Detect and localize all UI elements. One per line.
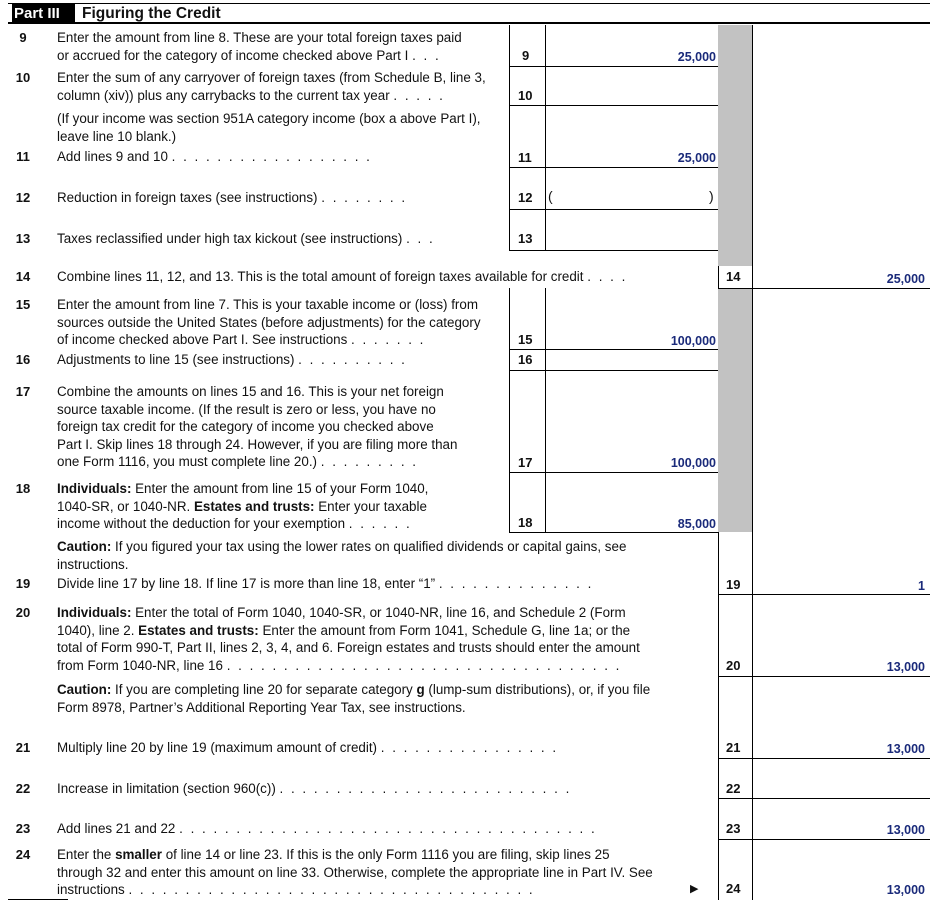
arrow-right-icon: ▶ xyxy=(690,883,699,895)
rule-right-22 xyxy=(718,798,930,799)
box-number: 15 xyxy=(518,332,533,347)
line-text: 1040), line 2. xyxy=(57,622,139,638)
leader-dots: . . . . . . . . . . . . . . . . . . . . . . . . . . . . . . . . . . . xyxy=(226,657,622,673)
line-number: 21 xyxy=(15,740,31,755)
leader-dots: . . . . . . . . . . xyxy=(298,352,407,367)
line-text: Part I. Skip lines 18 through 24. However, if you are filing more than xyxy=(57,436,458,452)
rule-right-14 xyxy=(718,288,930,289)
line-number: 13 xyxy=(15,231,31,246)
line-text: Enter the total of Form 1040, 1040-SR, or 1040-NR, line 16, and Schedule 2 (Form xyxy=(131,605,626,620)
line-24-amount[interactable]: 13,000 xyxy=(886,883,925,897)
rule-mid-17 xyxy=(509,472,718,473)
line-text: column (xiv)) plus any carrybacks to the current tax year xyxy=(57,87,390,103)
shaded-column-lower xyxy=(718,288,752,532)
bold-label: Estates and trusts: xyxy=(138,622,259,638)
line-text: instructions xyxy=(57,882,125,897)
rule-right-left-lower xyxy=(718,532,719,900)
note-text: (If your income was section 951A category income (box a above Part I), xyxy=(57,111,481,126)
line-18-amount[interactable]: 85,000 xyxy=(677,517,716,531)
line-23-text xyxy=(57,820,597,838)
box-number: 23 xyxy=(726,821,741,836)
line-17-text xyxy=(57,383,457,471)
line-9-amount[interactable]: 25,000 xyxy=(677,50,716,64)
line-text: Enter the xyxy=(57,847,116,862)
leader-dots: . . . . . . . xyxy=(351,332,426,347)
leader-dots: . . . . . . . . xyxy=(321,190,408,205)
caution-20 xyxy=(57,681,650,716)
line-number: 16 xyxy=(15,352,31,367)
line-number: 20 xyxy=(15,605,31,620)
line-text: Enter the amount from line 8. These are your total foreign taxes paid xyxy=(57,30,462,45)
line-text: Enter the amount from line 7. This is your taxable income or (loss) from xyxy=(57,297,478,312)
box-number: 16 xyxy=(518,352,533,367)
bold-label: Individuals: xyxy=(57,605,132,620)
caution-text: Form 8978, Partner’s Additional Reporting Year Tax, see instructions. xyxy=(57,699,466,715)
line-number: 14 xyxy=(15,269,31,284)
box-number: 9 xyxy=(522,48,530,63)
leader-dots: . . . . . . . . . . . . . . . . . . xyxy=(171,149,372,164)
line-text: Adjustments to line 15 (see instructions) xyxy=(57,352,295,367)
line-text: Enter the amount from Form 1041, Schedule G, line 1a; or the xyxy=(258,622,631,638)
line-20-amount[interactable]: 13,000 xyxy=(886,660,925,674)
line-15-text xyxy=(57,296,481,349)
rule-right-box xyxy=(752,25,753,900)
rule-right-left-14 xyxy=(718,266,719,288)
part-title: Figuring the Credit xyxy=(82,5,221,22)
line-14-amount[interactable]: 25,000 xyxy=(886,272,925,286)
caution-18 xyxy=(57,538,626,573)
line-12-text xyxy=(57,189,407,207)
line-text: Increase in limitation (section 960(c)) xyxy=(57,781,276,796)
rule-mid-16 xyxy=(509,370,718,371)
line-19-amount[interactable]: 1 xyxy=(918,579,925,593)
line-18-text xyxy=(57,480,428,533)
line-14-text xyxy=(57,268,627,286)
rule-mid-13 xyxy=(509,250,718,251)
rule-right-23 xyxy=(718,839,930,840)
line-text: Divide line 17 by line 18. If line 17 is more than line 18, enter “1” xyxy=(57,576,436,591)
caution-text: instructions. xyxy=(57,556,129,572)
leader-dots: . . . . . . . . . . . . . . . . . . . . . . . . . . xyxy=(279,781,572,796)
line-text: or accrued for the category of income checked above Part I xyxy=(57,47,409,63)
leader-dots: . . . . . . . . . . . . . . . . . . . . . . . . . . . . . . . . . . . . . xyxy=(179,821,597,836)
rule-right-21 xyxy=(718,758,930,759)
caution-text: If you are completing line 20 for separate category xyxy=(111,682,417,697)
rule-mid-left-b xyxy=(509,288,510,532)
line-text: Taxes reclassified under high tax kickout (see instructions) xyxy=(57,231,403,246)
line-21-amount[interactable]: 13,000 xyxy=(886,742,925,756)
bold-label: smaller xyxy=(115,847,162,862)
rule-mid-11 xyxy=(509,167,718,168)
box-number: 13 xyxy=(518,231,533,246)
line-text: Enter your taxable xyxy=(314,498,427,514)
rule-mid-18 xyxy=(509,532,718,533)
line-21-text xyxy=(57,739,558,757)
line-number: 18 xyxy=(15,481,31,496)
line-10-text xyxy=(57,69,486,104)
box-number: 12 xyxy=(518,190,533,205)
line-13-text xyxy=(57,230,435,248)
line-number: 19 xyxy=(15,576,31,591)
line-text: of line 14 or line 23. If this is the only Form 1116 you are filing, skip lines 25 xyxy=(161,847,610,862)
box-number: 21 xyxy=(726,740,741,755)
line-17-amount[interactable]: 100,000 xyxy=(670,456,716,470)
box-number: 11 xyxy=(518,150,532,165)
leader-dots: . . . . . . . . . . . . . . . . xyxy=(380,740,559,755)
leader-dots: . . . . . . . . . xyxy=(320,454,418,469)
paren-open: ( xyxy=(548,188,553,204)
rule-mid-9 xyxy=(509,66,718,67)
line-text: total of Form 990-T, Part II, lines 2, 3, 4, and 6. Foreign estates and trusts should enter the amount xyxy=(57,640,640,655)
line-11-text xyxy=(57,148,372,166)
line-text: Add lines 9 and 10 xyxy=(57,149,168,164)
caution-text: (lump-sum distributions), or, if you file xyxy=(424,682,651,697)
line-number: 12 xyxy=(15,190,31,205)
line-number: 22 xyxy=(15,781,31,796)
box-number: 24 xyxy=(726,881,741,896)
caution-label: Caution: xyxy=(57,682,112,697)
rule-right-19 xyxy=(718,594,930,595)
line-number: 23 xyxy=(15,821,31,836)
leader-dots: . . . . . xyxy=(393,87,445,103)
box-number: 18 xyxy=(518,515,533,530)
line-text: foreign tax credit for the category of income you checked above xyxy=(57,419,434,434)
bold-label: g xyxy=(416,682,425,697)
bold-label: Individuals: xyxy=(57,481,132,496)
rule-mid-left-a xyxy=(509,25,510,251)
line-text: source taxable income. (If the result is zero or less, you have no xyxy=(57,401,436,417)
line-text: Enter the amount from line 15 of your Form 1040, xyxy=(131,481,429,496)
line-23-amount[interactable]: 13,000 xyxy=(886,823,925,837)
caution-text: If you figured your tax using the lower rates on qualified dividends or capital gains, see xyxy=(111,539,627,554)
line-text: Multiply line 20 by line 19 (maximum amount of credit) xyxy=(57,740,378,755)
note-text: leave line 10 blank.) xyxy=(57,128,177,144)
line-text: one Form 1116, you must complete line 20.) xyxy=(57,454,318,469)
box-number: 20 xyxy=(726,658,741,673)
bold-label: Estates and trusts: xyxy=(193,498,315,514)
box-number: 19 xyxy=(726,577,741,592)
line-11-amount[interactable]: 25,000 xyxy=(677,151,716,165)
line-text: Combine lines 11, 12, and 13. This is the total amount of foreign taxes available for credit xyxy=(57,269,584,284)
line-text: sources outside the United States (before adjustments) for the category xyxy=(57,314,481,330)
line-24-text xyxy=(57,846,653,899)
line-text: from Form 1040-NR, line 16 xyxy=(57,657,223,673)
rule-mid-15 xyxy=(509,349,718,350)
leader-dots: . . . . . . . . . . . . . . xyxy=(438,576,594,591)
line-20-text xyxy=(57,604,640,674)
line-number: 10 xyxy=(15,70,31,85)
line-16-text xyxy=(57,351,407,369)
line-19-text xyxy=(57,575,593,593)
box-number: 10 xyxy=(518,88,533,103)
caution-label: Caution: xyxy=(57,539,112,554)
line-22-text xyxy=(57,780,571,798)
line-number: 9 xyxy=(19,30,27,45)
line-10-note xyxy=(57,110,481,145)
line-number: 24 xyxy=(15,847,31,862)
line-text: through 32 and enter this amount on line 33. Otherwise, complete the appropriate line in Part IV. See xyxy=(57,864,653,880)
line-text: income without the deduction for your exemption xyxy=(57,516,346,531)
leader-dots: . . . . xyxy=(587,269,628,284)
line-text: Combine the amounts on lines 15 and 16. This is your net foreign xyxy=(57,384,444,399)
part-label: Part III xyxy=(12,4,75,23)
line-number: 15 xyxy=(15,297,31,312)
rule-mid-box-b xyxy=(545,288,546,532)
line-text: Reduction in foreign taxes (see instructions) xyxy=(57,190,318,205)
leader-dots: . . . . . . xyxy=(348,516,412,531)
line-text: Add lines 21 and 22 xyxy=(57,821,176,836)
line-text: of income checked above Part I. See instructions xyxy=(57,332,348,347)
line-number: 11 xyxy=(16,149,30,164)
box-number: 22 xyxy=(726,781,741,796)
rule-mid-12 xyxy=(509,209,718,210)
line-text: Enter the sum of any carryover of foreign taxes (from Schedule B, line 3, xyxy=(57,70,486,85)
leader-dots: . . . xyxy=(406,231,435,246)
line-number: 17 xyxy=(15,384,31,399)
paren-close: ) xyxy=(709,188,714,204)
line-text: 1040-SR, or 1040-NR. xyxy=(57,498,194,514)
line-9-text xyxy=(57,29,462,64)
shaded-column-upper xyxy=(718,25,752,266)
box-number: 14 xyxy=(726,269,741,284)
leader-dots: . . . . . . . . . . . . . . . . . . . . . . . . . . . . . . . . . . . . xyxy=(128,882,535,897)
box-number: 17 xyxy=(518,455,533,470)
line-15-amount[interactable]: 100,000 xyxy=(670,334,716,348)
rule-mid-box-a xyxy=(545,25,546,251)
leader-dots: . . . xyxy=(412,47,441,63)
rule-mid-10 xyxy=(509,105,718,106)
rule-right-20 xyxy=(718,676,930,677)
